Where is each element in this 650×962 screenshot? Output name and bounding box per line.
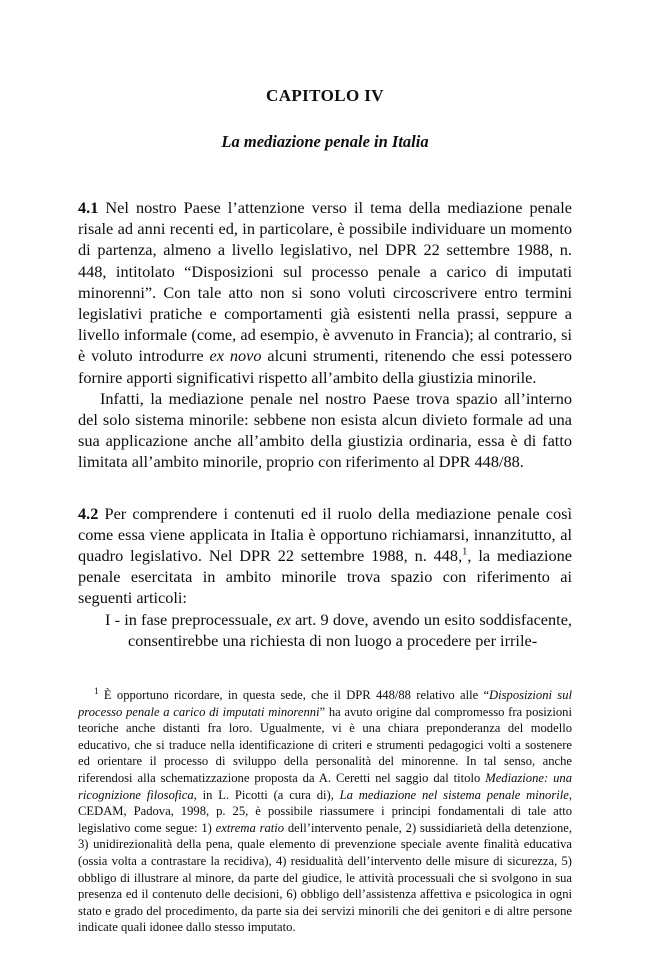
paragraph: 4.1 Nel nostro Paese l’attenzione verso il tema della mediazione penale risale ad anni recenti ed, in particolare, è possibile individuare un momento di partenza, almeno a livello legislativo, nel DPR 22 settembre 1988, n. 448, intitolato “Disposizioni sul processo penale a carico di imputati minorenni”. Con tale atto non si sono voluti circoscrivere entro termini legislativi pratiche e comportamenti già esistenti nella prassi, seppure a livello informale (come, ad esempio, è avvenuto in Francia); al contrario, si è voluto introdurre ex novo alcuni strumenti, ritenendo che essi potessero fornire apporti significativi rispetto all’ambito della giustizia minorile. <box>78 198 573 387</box>
section-spacer <box>78 473 572 503</box>
footnote-marker: 1 <box>94 686 99 697</box>
article-list <box>78 609 572 651</box>
italic-run: extrema ratio <box>215 820 285 835</box>
section-number: 4.2 <box>78 503 99 523</box>
section-4-2 <box>78 503 572 651</box>
italic-run: La mediazione nel sistema penale minorile <box>339 787 569 802</box>
paragraph: Infatti, la mediazione penale nel nostro Paese trova spazio all’interno del solo sistema minorile: sebbene non esista alcun divieto formale ad una sua applicazione anche all’ambito della giustizia ordinaria, essa è di fatto limitata all’ambito minorile, proprio con riferimento al DPR 448/88. <box>78 388 572 472</box>
italic-run: ex novo <box>209 346 262 366</box>
chapter-subtitle: La mediazione penale in Italia <box>221 132 429 151</box>
section-number: 4.1 <box>78 198 99 217</box>
section-4-1 <box>78 152 572 473</box>
italic-run: Mediazione: una ricognizione filosofica <box>78 771 572 802</box>
italic-run: Disposizioni sul processo penale a carico di imputati minorenni <box>78 688 573 719</box>
italic-run: ex <box>276 609 291 629</box>
chapter-heading: CAPITOLO IV <box>266 86 384 105</box>
footnote-block <box>78 651 572 936</box>
page-content <box>78 0 572 936</box>
footnote-text: $^1$ È opportuno ricordare, in questa sede, che il DPR 448/88 relativo alle “Disposizioni sul processo penale a carico di imputati minorenni” ha avuto origine dal compromesso fra posizioni teoriche anche distanti fra loro. Ugualmente, vi è una chiara preponderanza del modello educativo, che si traduce nella identificazione di criteri e strumenti pedagogici volti a sostenere ed orientare il processo di sviluppo della personalità del minorenne. In tal senso, anche riferendosi alla schematizzazione proposta da A. Ceretti nel saggio dal titolo Mediazione: una ricognizione filosofica, in L. Picotti (a cura di), La mediazione nel sistema penale minorile, CEDAM, Padova, 1998, p. 25, è possibile riassumere i principi fondamentali di tale atto legislativo come segue: 1) extrema ratio dell’intervento penale, 2) sussidiarietà della detenzione, 3) unidirezionalità della pena, quale elemento di prevenzione speciale avente finalità educativa (ossia volta a contrastare la recidiva), 4) residualità dell’intervento delle misure di sicurezza, 5) obbligo di illustrare al minore, da parte del giudice, le attività processuali che si svolgono in sua presenza ed il contenuto delle decisioni, 6) obbligo dell’assistenza affettiva e psicologica in ogni stato e grado del procedimento, da parte sia dei servizi minorili che dei genitori e di altre persone indicate quali idonee dallo stesso imputato. <box>78 686 573 935</box>
list-item: I - in fase preprocessuale, ex art. 9 dove, avendo un esito soddisfacente, consentirebbe una richiesta di non luogo a procedere per irrile- <box>105 609 572 650</box>
paragraph: 4.2 Per comprendere i contenuti ed il ruolo della mediazione penale così come essa viene applicata in Italia è opportuno richiamarsi, innanzitutto, al quadro legislativo. Nel DPR 22 settembre 1988, n. 448,$^1$, la mediazione penale esercitata in ambito minorile trova spazio con riferimento ai seguenti articoli: <box>78 503 573 608</box>
footnote-reference: 1 <box>462 546 468 558</box>
